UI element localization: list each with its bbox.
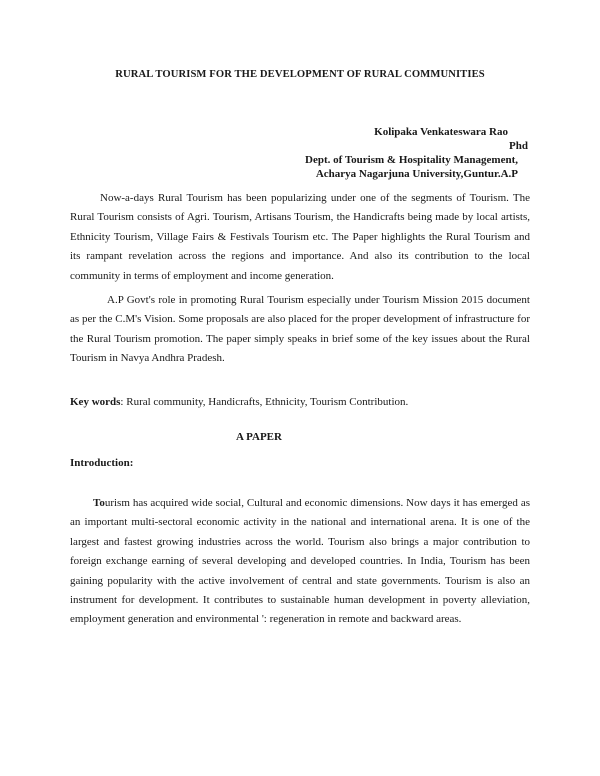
author-degree: Phd [509,140,528,152]
author-name: Kolipaka Venkateswara Rao [374,126,508,138]
paper-title: RURAL TOURISM FOR THE DEVELOPMENT OF RURAL COMMUNITIES [115,69,485,80]
abstract-paragraph-1: Now-a-days Rural Tourism has been popularizing under one of the segments of Tourism. The Rural Tourism consists of Agri. Tourism, Artisans Tourism, the Handicrafts being made by local artists, Ethnicity Tourism, Village Fairs & Festivals Tourism etc. The Paper highlights the Rural Tourism and its rampant revelation across the regions and importance. And also its contribution to the local community in terms of employment and income generation. [70,192,530,282]
intro-text: urism has acquired wide social, Cultural and economic dimensions. Now days it has emerged as an important multi-sectoral economic activity in the national and international arena. It is one of the largest and fastest growing industries across the world. Tourism also brings a major contribution to foreign exchange earning of several developing and developed countries. In India, Tourism has been gaining popularity with the active involvement of central and state governments. Tourism is also an instrument for development. It contributes to sustainable human development in poverty alleviation, employment generation and environmental ': regeneration in remote and backward areas. [70,497,530,626]
keywords-line [70,396,408,408]
author-university: Acharya Nagarjuna University,Guntur.A.P [315,168,518,180]
author-department: Dept. of Tourism & Hospitality Management, [305,154,518,166]
intro-paragraph [70,494,530,630]
section-label: A PAPER [236,431,282,443]
intro-heading: Introduction: [70,457,134,469]
author-block [305,125,528,181]
intro-dropcap: To [93,497,105,509]
keywords-text: : Rural community, Handicrafts, Ethnicity, Tourism Contribution. [120,396,409,408]
keywords-label: Key words [70,396,121,408]
abstract-paragraph-2: A.P Govt's role in promoting Rural Tourism especially under Tourism Mission 2015 document as per the C.M's Vision. Some proposals are also placed for the proper development of infrastructure for the Rural Tourism promotion. The paper simply speaks in brief some of the key issues about the Rural Tourism in Navya Andhra Pradesh. [70,294,530,365]
